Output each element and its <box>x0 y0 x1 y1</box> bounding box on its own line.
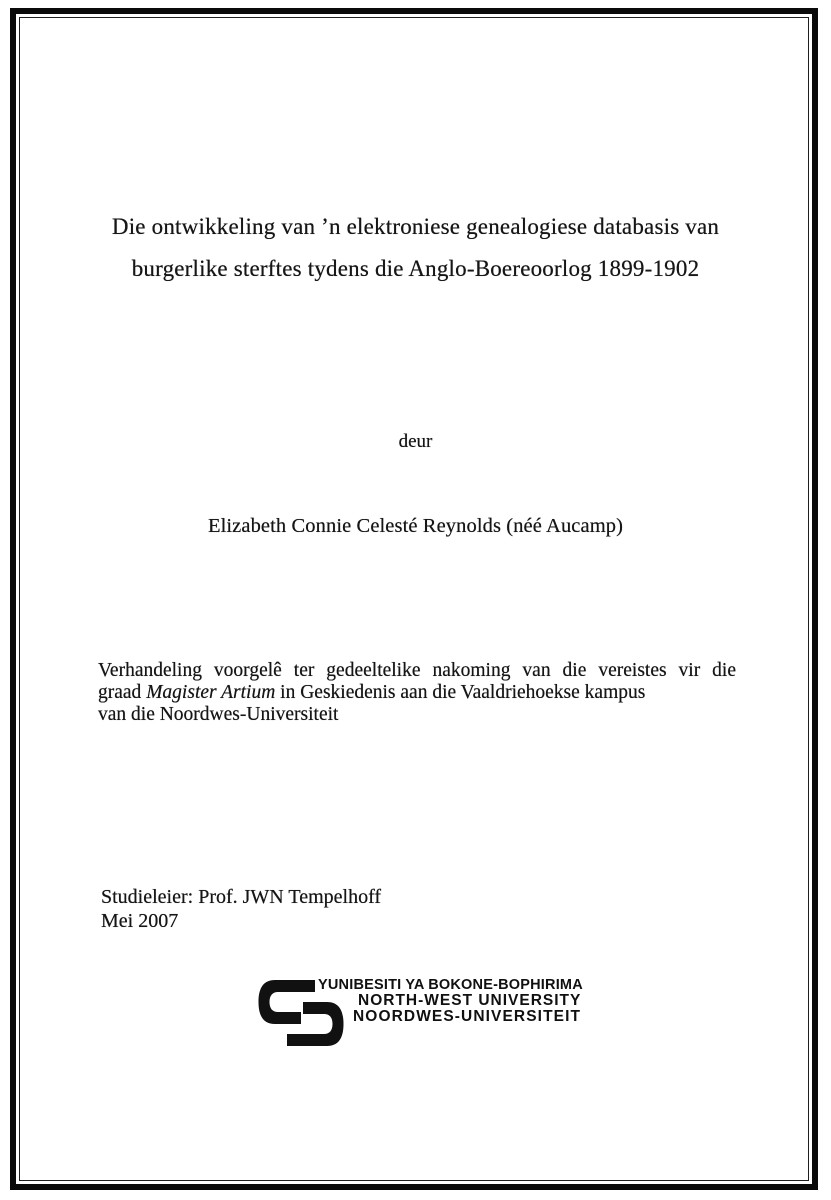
degree-statement <box>98 660 736 726</box>
logo-wordmark-line1: YUNIBESITI YA BOKONE-BOPHIRIMA <box>318 977 583 993</box>
byline: deur <box>398 431 433 452</box>
degree-statement-line2 <box>98 682 736 704</box>
logo-wordmark-line2: NORTH-WEST UNIVERSITY <box>358 992 582 1009</box>
logo-wordmark-line3: NOORDWES-UNIVERSITEIT <box>353 1008 582 1025</box>
degree-statement-line2-prefix: graad <box>98 681 147 703</box>
date-line: Mei 2007 <box>101 909 179 932</box>
university-logo <box>257 977 587 1052</box>
supervisor-line: Studieleier: Prof. JWN Tempelhoff <box>101 886 382 908</box>
degree-statement-line3: van die Noordwes-Universiteit <box>98 703 339 725</box>
supervisor-block <box>101 886 381 933</box>
degree-statement-line1: Verhandeling voorgelê ter gedeeltelike nakoming van die vereistes vir die <box>98 660 736 681</box>
thesis-title <box>70 206 761 289</box>
degree-name-italic: Magister Artium <box>146 681 276 703</box>
author-name: Elizabeth Connie Celesté Reynolds (néé Aucamp) <box>207 515 624 537</box>
degree-statement-line2-suffix: in Geskiedenis aan die Vaaldriehoekse kampus <box>275 681 646 703</box>
thesis-title-line1: Die ontwikkeling van ’n elektroniese genealogiese databasis van <box>111 214 720 239</box>
thesis-title-line2: burgerlike sterftes tydens die Anglo-Boereoorlog 1899-1902 <box>131 255 700 281</box>
